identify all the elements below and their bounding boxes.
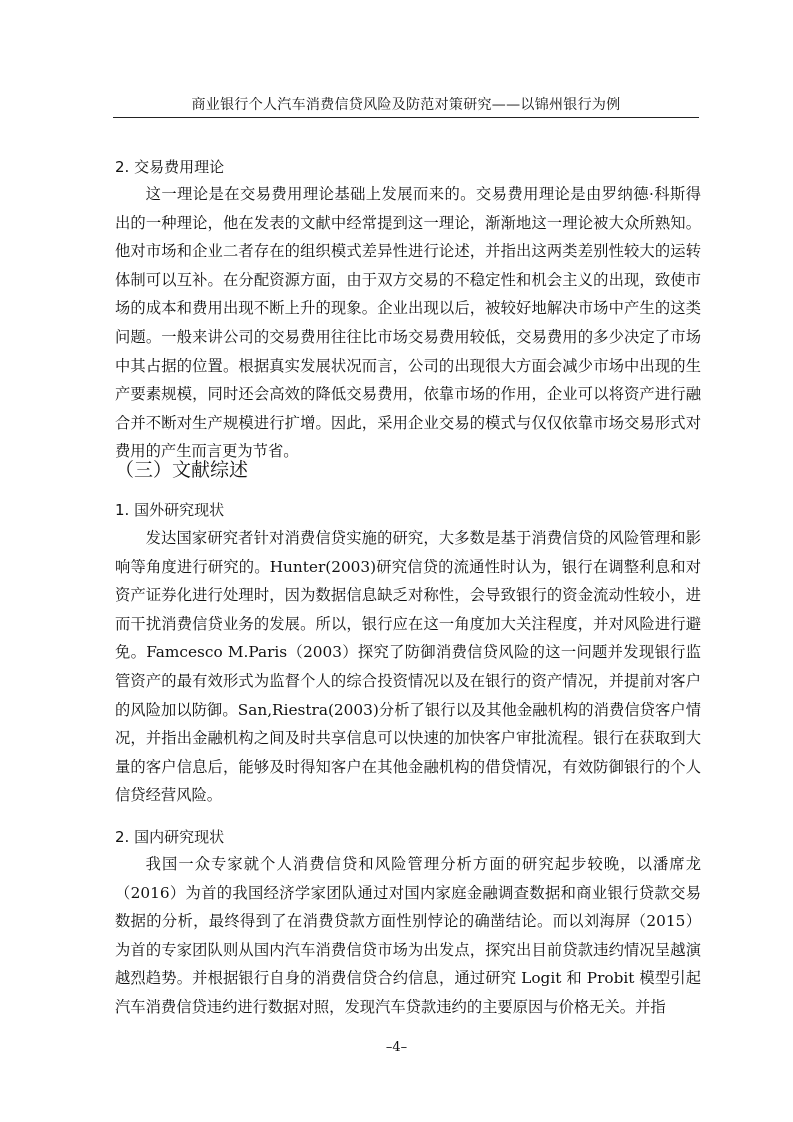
running-header: 商业银行个人汽车消费信贷风险及防范对策研究——以锦州银行为例: [191, 97, 621, 113]
paragraph-foreign-research: 发达国家研究者针对消费信贷实施的研究，大多数是基于消费信贷的风险管理和影响等角度进行研究的。Hunter(2003)研究信贷的流通性时认为，银行在调整利息和对资产证券化进行处理时，因为数据信息缺乏对称性，会导致银行的资金流动性较小，进而干扰消费信贷业务的发展。所以，银行应在这一角度加大关注程度，并对风险进行避免。Famcesco M.Paris（2003）探究了防御消费信贷风险的这一问题并发现银行监管资产的最有效形式为监督个人的综合投资情况以及在银行的资产情况，并提前对客户的风险加以防御。San,Riestra(2003)分析了银行以及其他金融机构的消费信贷客户情况，并指出金融机构之间及时共享信息可以快速的加快客户审批流程。银行在获取到大量的客户信息后，能够及时得知客户在其他金融机构的借贷情况，有效防御银行的个人信贷经营风险。: [115, 529, 701, 805]
section-heading-transaction-cost: 2. 交易费用理论: [115, 158, 225, 176]
section-heading-foreign-research: 1. 国外研究现状: [115, 501, 225, 519]
section-heading-domestic-research: 2. 国内研究现状: [115, 828, 225, 846]
header-rule: [113, 117, 699, 118]
page-number: –4–: [385, 1040, 408, 1055]
paragraph-domestic-research: 我国一众专家就个人消费信贷和风险管理分析方面的研究起步较晚，以潘席龙（2016）为首的我国经济学家团队通过对国内家庭金融调查数据和商业银行贷款交易数据的分析，最终得到了在消费贷款方面性别悖论的确凿结论。而以刘海屏（2015）为首的专家团队则从国内汽车消费信贷市场为出发点，探究出目前贷款违约情况呈越演越烈趋势。并根据银行自身的消费信贷合约信息，通过研究 Logit 和 Probit 模型引起汽车消费信贷违约进行数据对照，发现汽车贷款违约的主要原因与价格无关。并指: [115, 855, 701, 1016]
paragraph-transaction-cost: 这一理论是在交易费用理论基础上发展而来的。交易费用理论是由罗纳德·科斯得出的一种理论，他在发表的文献中经常提到这一理论，渐渐地这一理论被大众所熟知。他对市场和企业二者存在的组织模式差异性进行论述，并指出这两类差别性较大的运转体制可以互补。在分配资源方面，由于双方交易的不稳定性和机会主义的出现，致使市场的成本和费用出现不断上升的现象。企业出现以后，被较好地解决市场中产生的这类问题。一般来讲公司的交易费用往往比市场交易费用较低，交易费用的多少决定了市场中其占据的位置。根据真实发展状况而言，公司的出现很大方面会减少市场中出现的生产要素规模，同时还会高效的降低交易费用，依靠市场的作用，企业可以将资产进行融合并不断对生产规模进行扩增。因此，采用企业交易的模式与仅仅依靠市场交易形式对费用的产生而言更为节省。: [115, 185, 701, 461]
section-heading-literature-review: （三）文献综述: [115, 459, 249, 481]
